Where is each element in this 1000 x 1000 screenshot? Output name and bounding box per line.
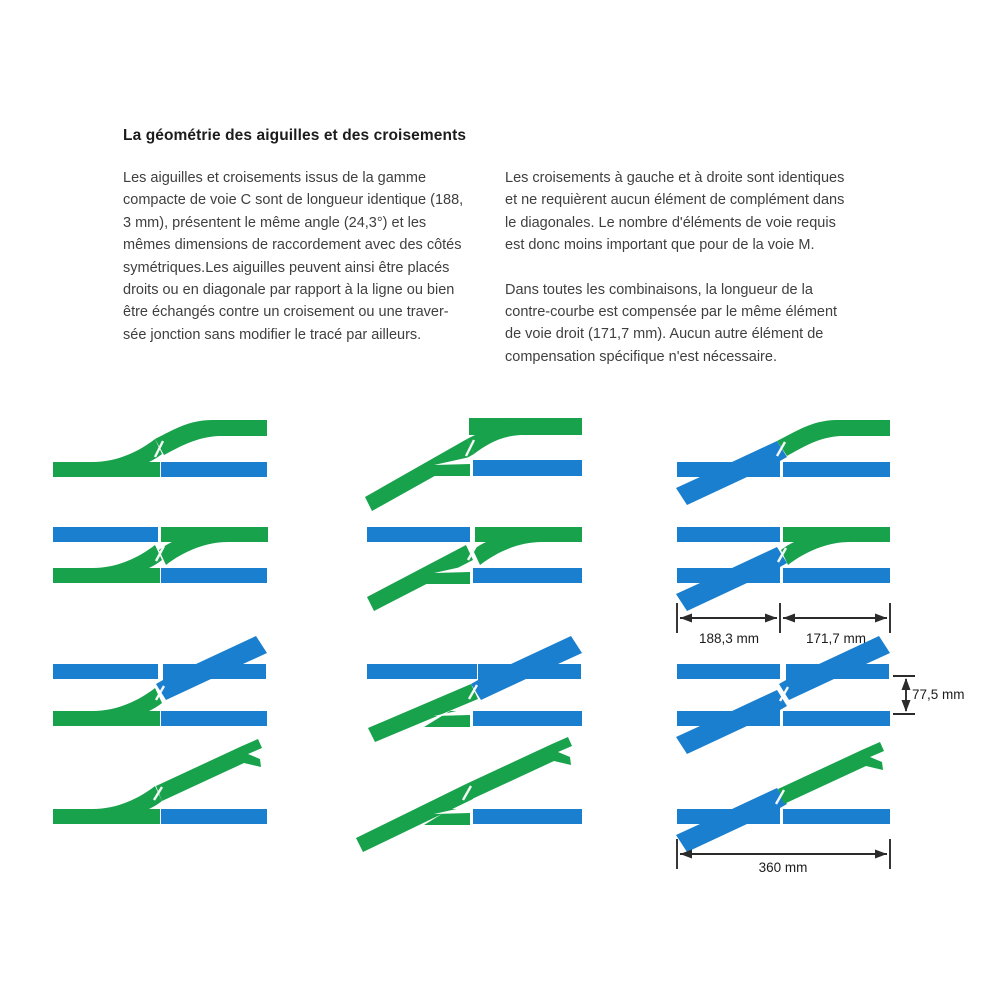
straight-track [161,711,267,726]
diagram-turnout-branch-straight [53,739,267,824]
page-title: La géométrie des aiguilles et des croisements [123,127,467,144]
text-line: compensation spécifique n'est nécessaire. [505,348,777,365]
paragraph [505,167,880,257]
diagram-crossing-with-curve [676,420,890,505]
straight-track [473,568,582,583]
diagram-crossing-crossover [676,527,890,611]
text-line: de voie droit (171,7 mm). Aucun autre élément de [505,326,824,343]
arrowhead-icon [902,700,911,712]
crossing-piece [676,788,787,852]
text-line: mêmes dimensions de raccordement avec des côtés [123,237,462,254]
branch-fork [156,739,262,801]
branch-fork [466,737,572,799]
dimension-label-turnout-length: 188,3 mm [698,631,760,646]
text-line: Les aiguilles et croisements issus de la gamme [123,170,427,186]
diagram-double-crossing [676,636,890,754]
text-column-right [505,167,880,368]
text-line: compacte de voie C sont de longueur identique (188, [123,192,464,209]
arrowhead-icon [875,850,887,859]
crossing-piece [676,547,787,611]
dimension-label-total-length: 360 mm [758,860,808,875]
diagram-crossover-straight [53,527,268,583]
arrowhead-icon [875,614,887,623]
turnout-piece [159,527,268,565]
straight-track [473,809,582,824]
diagram-crossing-branch [676,742,890,852]
crossing-piece [156,636,267,700]
arrowhead-icon [783,614,795,623]
diagram-turnout-branch-diagonal [356,737,582,852]
curve-piece [777,420,890,456]
diagram-turnout-crossing-diagonal [367,636,582,742]
straight-track [161,568,267,583]
arrowhead-icon [765,614,777,623]
turnout-piece [781,527,890,565]
dimension-label-straight-length: 171,7 mm [805,631,867,646]
text-line: contre-courbe est compensée par le même élément [505,304,838,321]
track-diagram-svg [0,400,1000,900]
crossing-piece [676,441,787,505]
diagram-turnout-left-diagonal [365,418,582,511]
text-line: 3 mm), présentent le même angle (24,3°) et les [123,214,427,231]
straight-track [53,664,158,679]
straight-track [677,664,780,679]
straight-track [161,462,267,477]
straight-track [783,568,890,583]
arrowhead-icon [902,678,911,690]
diagram-turnout-crossing-straight [53,636,267,726]
straight-track [473,711,582,726]
text-line: être échangés contre un croisement ou une traver- [123,304,449,321]
turnout-piece [53,688,162,726]
turnout-piece [53,786,162,824]
turnout-piece [53,545,162,583]
dimension-label-track-spacing: 77,5 mm [912,687,965,702]
arrowhead-icon [680,850,692,859]
text-line: Dans toutes les combinaisons, la longueur de la [505,281,813,298]
straight-track [677,527,780,542]
arrowhead-icon [680,614,692,623]
straight-track [783,711,890,726]
paragraph [505,279,880,369]
crossing-piece [471,636,582,700]
crossing-piece [676,690,787,754]
text-line: sée jonction sans modifier le tracé par ailleurs. [123,326,422,343]
straight-track [53,527,158,542]
text-line: droits ou en diagonale par rapport à la ligne ou bien [123,282,455,299]
curve-piece [155,420,267,455]
straight-track [367,527,470,542]
dimension-track-spacing [893,676,965,714]
text-line: Les croisements à gauche et à droite sont identiques [505,170,845,186]
dimension-element-lengths [677,603,890,646]
turnout-piece [53,439,162,477]
turnout-piece [473,527,582,565]
straight-track [473,460,582,476]
straight-track [783,462,890,477]
branch-fork [778,742,884,804]
diagram-turnout-left-straight [53,420,267,477]
text-line: le diagonales. Le nombre d'éléments de voie requis [505,214,836,231]
text-column-left [123,167,493,346]
straight-track [783,809,890,824]
diagram-crossover-diagonal [367,527,582,611]
straight-track [367,664,477,679]
track-geometry-figure [0,400,1000,900]
text-line: symétriques.Les aiguilles peuvent ainsi être placés [123,259,450,276]
paragraph [123,167,493,346]
text-line: est donc moins important que pour de la voie M. [505,237,815,254]
straight-track [161,809,267,824]
text-line: et ne requièrent aucun élément de complément dans [505,192,845,209]
dimension-total-length [677,839,890,875]
